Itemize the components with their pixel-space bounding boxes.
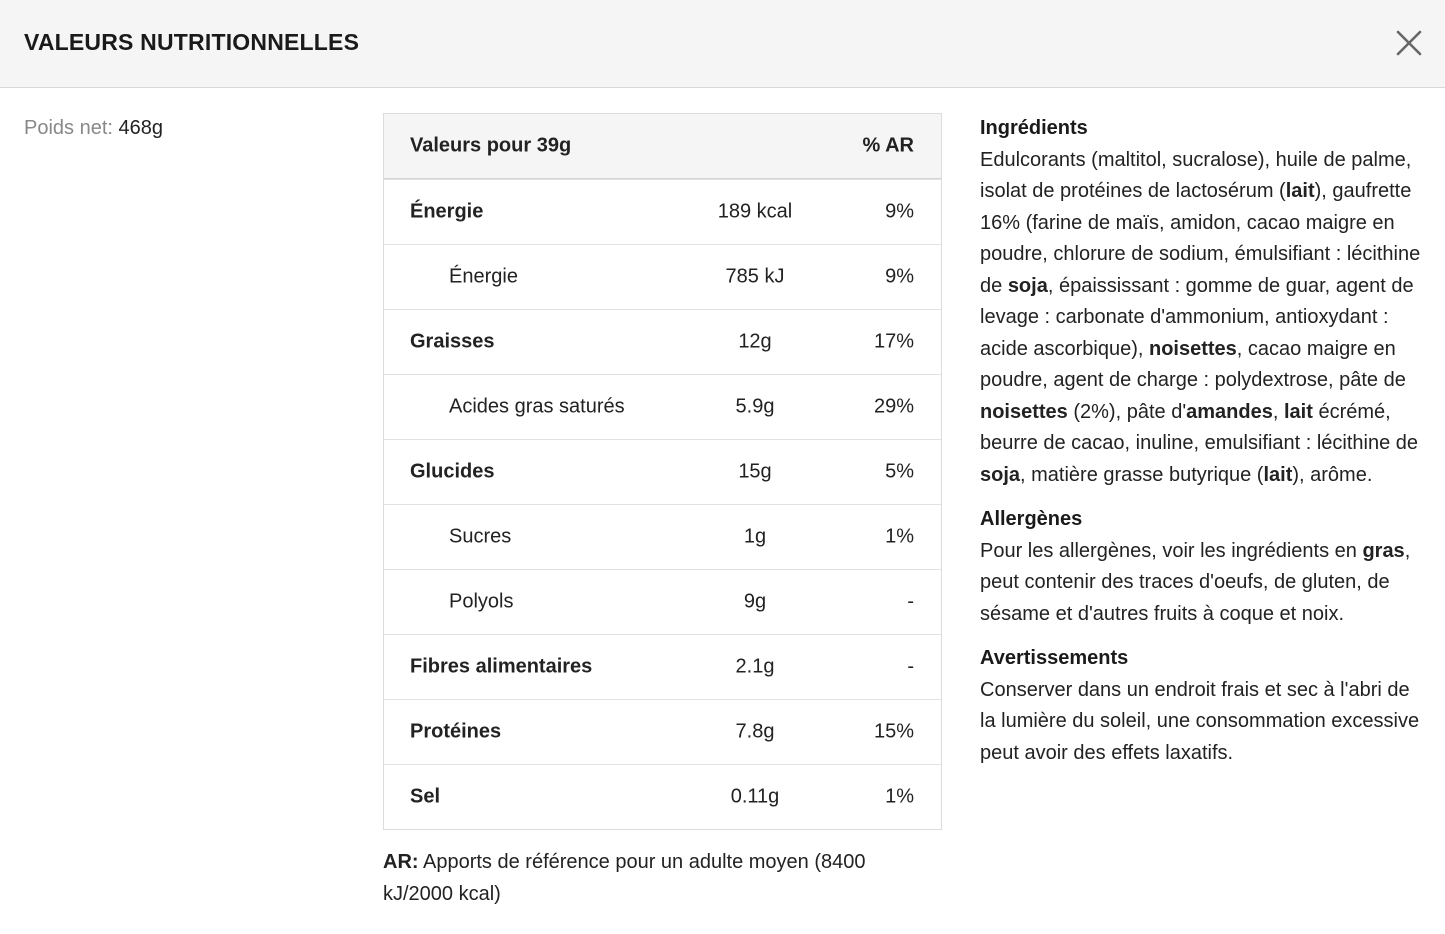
nutrient-name: Sucres (449, 525, 512, 548)
nutrient-percent-ar: 1% (885, 785, 914, 808)
allergen-highlight: lait (1283, 400, 1313, 423)
allergen-highlight: soja (1007, 274, 1048, 297)
warnings-section (980, 643, 1425, 769)
table-row (384, 699, 941, 764)
nutrient-quantity: 5.9g (735, 395, 775, 418)
allergen-highlight: noisettes (980, 400, 1068, 423)
table-row (384, 179, 941, 244)
allergens-text (980, 536, 1425, 631)
warnings-title: Avertissements (980, 647, 1129, 669)
table-row (384, 309, 941, 374)
nutrient-quantity: 7.8g (735, 720, 775, 743)
table-row (384, 764, 941, 829)
warnings-text: Conserver dans un endroit frais et sec à l'abri de la lumière du soleil, une consommation excessive peut avoir des effets laxatifs. (980, 678, 1420, 764)
nutrient-name: Protéines (410, 720, 502, 743)
nutrient-percent-ar: 9% (885, 265, 914, 288)
table-body (384, 179, 941, 829)
nutrient-name: Glucides (410, 460, 495, 483)
nutrient-percent-ar: 1% (885, 525, 914, 548)
nutrient-name: Acides gras saturés (449, 395, 625, 418)
text-segment: ), arôme. (1292, 463, 1373, 486)
nutrient-name: Fibres alimentaires (410, 655, 593, 678)
allergen-highlight: amandes (1186, 400, 1273, 423)
nutrient-name: Énergie (449, 265, 518, 288)
nutrient-percent-ar: 9% (885, 200, 914, 223)
nutrient-quantity: 15g (738, 460, 772, 483)
header-pct-ar: % AR (862, 134, 914, 157)
table-row (384, 439, 941, 504)
header-serving: Valeurs pour 39g (410, 134, 572, 157)
nutrient-quantity: 189 kcal (717, 200, 793, 223)
allergens-section (980, 504, 1425, 630)
table-row (384, 244, 941, 309)
text-segment: ), gaufrette 16% (farine de maïs, amidon, cacao maigre en poudre, chlorure de sodium, émulsifiant : lécithine de (980, 180, 1421, 297)
nutrient-percent-ar: 15% (873, 720, 914, 743)
nutrient-percent-ar: - (907, 590, 914, 613)
text-segment: , peut contenir des traces d'oeufs, de gluten, de sésame et d'autres fruits à coque et noix. (980, 539, 1411, 625)
modal-title: VALEURS NUTRITIONNELLES (24, 29, 360, 55)
text-segment: Edulcorants (maltitol, sucralose), huile de palme, isolat de protéines de lactosérum ( (980, 148, 1412, 202)
nutrient-name: Polyols (449, 590, 514, 613)
text-segment: , cacao maigre en poudre, agent de charge : polydextrose, pâte de (980, 337, 1406, 391)
net-weight-value: 468g (118, 117, 164, 139)
footnote-label: AR: (383, 851, 419, 873)
net-weight (24, 117, 163, 140)
text-segment: Pour les allergènes, voir les ingrédients en (980, 539, 1363, 562)
nutrient-percent-ar: 5% (885, 460, 914, 483)
modal-header (0, 0, 1445, 88)
table-row (384, 374, 941, 439)
allergen-highlight: lait (1285, 180, 1315, 202)
ar-footnote (383, 847, 923, 910)
allergen-highlight: noisettes (1148, 337, 1237, 360)
allergen-highlight: lait (1263, 463, 1293, 486)
nutrient-percent-ar: - (907, 655, 914, 678)
nutrient-quantity: 785 kJ (725, 265, 785, 288)
allergen-highlight: gras (1362, 539, 1405, 562)
nutrient-name: Graisses (410, 330, 495, 353)
table-row (384, 634, 941, 699)
text-segment: , épaississant : gomme de guar, agent de levage : carbonate d'ammonium, antioxydant : acide ascorbique), (980, 274, 1414, 360)
table-row (384, 569, 941, 634)
net-weight-label: Poids net: (24, 117, 119, 139)
table-row (384, 504, 941, 569)
nutrient-quantity: 9g (743, 590, 767, 613)
ingredients-text (980, 145, 1425, 492)
allergen-highlight: soja (980, 463, 1021, 486)
footnote-text: Apports de référence pour un adulte moyen (8400 kJ/2000 kcal) (383, 851, 866, 905)
nutrient-percent-ar: 17% (873, 330, 914, 353)
nutrient-quantity: 0.11g (730, 785, 780, 808)
nutrition-table (383, 113, 942, 830)
nutrient-quantity: 1g (743, 525, 767, 548)
close-button[interactable] (1392, 26, 1426, 60)
ingredients-section (980, 113, 1425, 491)
text-segment: écrémé, beurre de cacao, inuline, emulsifiant : lécithine de (980, 400, 1419, 454)
nutrient-percent-ar: 29% (873, 395, 914, 418)
nutrient-quantity: 2.1g (735, 655, 775, 678)
text-segment: , matière grasse butyrique ( (1020, 463, 1264, 486)
nutrient-quantity: 12g (738, 330, 772, 353)
table-header-row (384, 114, 941, 179)
nutrient-name: Énergie (410, 200, 484, 223)
text-segment: (2%), pâte d' (1067, 400, 1187, 423)
allergens-title: Allergènes (980, 508, 1083, 530)
text-segment: , (1272, 400, 1284, 423)
product-info (980, 113, 1425, 782)
ingredients-title: Ingrédients (980, 117, 1088, 139)
nutrient-name: Sel (410, 785, 441, 808)
close-icon (1396, 30, 1422, 56)
